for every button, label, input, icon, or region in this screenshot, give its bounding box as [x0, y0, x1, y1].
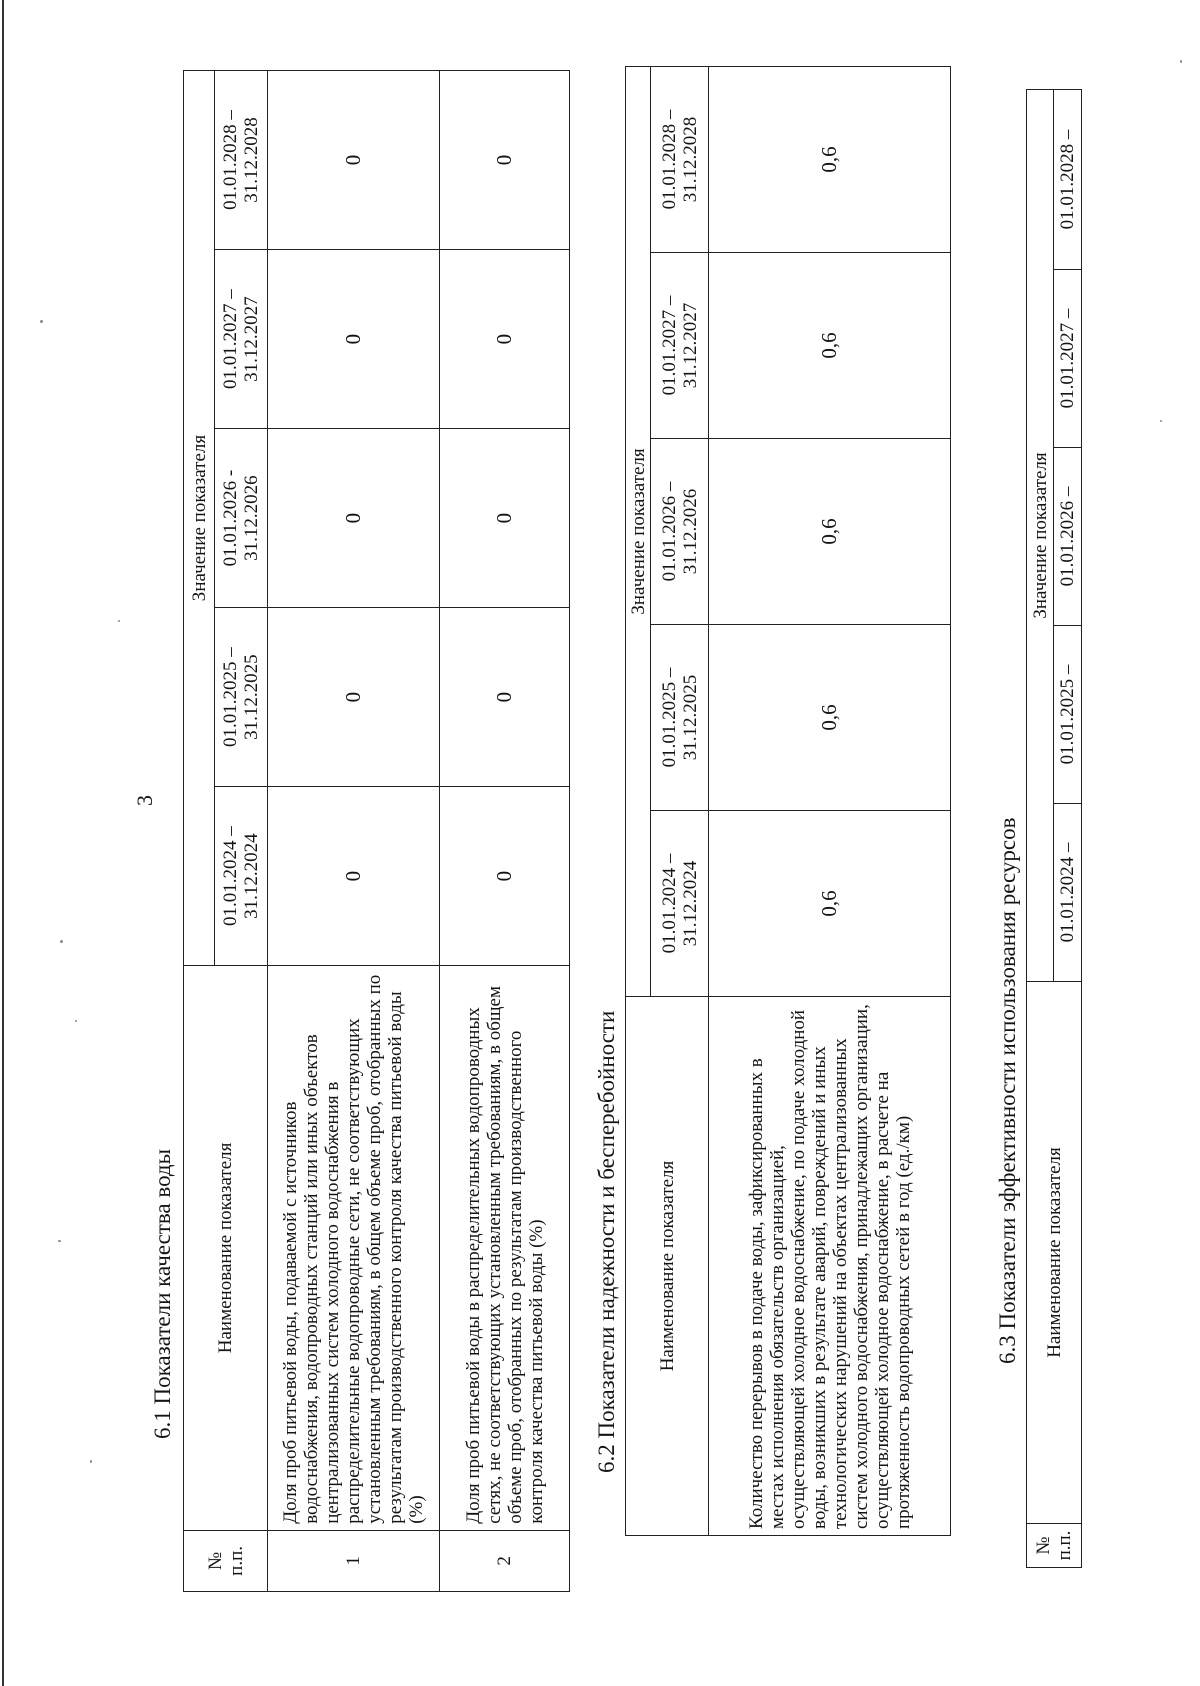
header-period: 01.01.2026 – 31.12.2026	[651, 439, 709, 625]
header-period: 01.01.2028 – 31.12.2028	[651, 66, 709, 252]
header-period: 01.01.2026 –	[1054, 448, 1082, 626]
row-number: 1	[268, 1530, 440, 1591]
row-value: 0,6	[709, 625, 951, 811]
water-quality-table	[183, 70, 570, 1592]
header-number: № п.п.	[184, 1530, 268, 1591]
row-value: 0	[440, 250, 570, 429]
header-period: 01.01.2025 – 31.12.2025	[215, 608, 268, 787]
header-value-group: Значение показателя	[184, 71, 215, 966]
header-period: 01.01.2027 – 31.12.2027	[651, 253, 709, 439]
header-period: 01.01.2024 –	[1054, 804, 1082, 982]
header-number: № п.п.	[1027, 1524, 1082, 1568]
page-number: 3	[132, 795, 157, 806]
row-value: 0	[440, 787, 570, 966]
row-value: 0	[268, 250, 440, 429]
row-value: 0	[268, 608, 440, 787]
row-value: 0,6	[709, 66, 951, 252]
header-name: Наименование показателя	[626, 997, 709, 1536]
row-value: 0	[268, 787, 440, 966]
resource-efficiency-table	[1026, 89, 1082, 1568]
header-period: 01.01.2024 – 31.12.2024	[651, 811, 709, 997]
header-period: 01.01.2026 - 31.12.2026	[215, 429, 268, 608]
section-title-6-2: 6.2 Показатели надежности и бесперебойности	[594, 1010, 619, 1473]
header-period: 01.01.2028 –	[1054, 89, 1082, 269]
header-period: 01.01.2025 – 31.12.2025	[651, 625, 709, 811]
header-period: 01.01.2028 – 31.12.2028	[215, 71, 268, 250]
row-value: 0,6	[709, 253, 951, 439]
section-title-6-3: 6.3 Показатели эффективности использования ресурсов	[995, 817, 1020, 1364]
row-name: Количество перерывов в подаче воды, зафиксированных в местах исполнения обязательств организацией, осуществляющей холодное водоснабжение, по подаче холодной воды, возникших в результате аварий, повреждений и иных технологических нарушений на объектах централизованных систем холодного водоснабжения, принадлежащих организации, осуществляющей холодное водоснабжение, в расчете на протяженность водопроводных сетей в год (ед./км)	[709, 997, 951, 1536]
row-number: 2	[440, 1530, 570, 1591]
header-name: Наименование показателя	[184, 966, 268, 1531]
row-value: 0	[440, 71, 570, 250]
reliability-table	[625, 66, 951, 1536]
row-name: Доля проб питьевой воды, подаваемой с источников водоснабжения, водопроводных станций или иных объектов централизованных систем холодного водоснабжения в распределительные водопроводные сети, не соответствующих установленным требованиям, в общем объеме проб, отобранных по результатам производственного контроля качества питьевой воды (%)	[268, 966, 440, 1531]
header-name: Наименование показателя	[1027, 982, 1082, 1524]
table-row	[268, 71, 440, 1592]
row-value: 0	[268, 71, 440, 250]
header-period: 01.01.2027 –	[1054, 270, 1082, 448]
header-period: 01.01.2024 – 31.12.2024	[215, 787, 268, 966]
row-name: Доля проб питьевой воды в распределительных водопроводных сетях, не соответствующих установленным требованиям, в общем объеме проб, отобранных по результатам производственного контроля качества питьевой воды (%)	[440, 966, 570, 1531]
header-period: 01.01.2025 –	[1054, 626, 1082, 804]
row-value: 0	[440, 608, 570, 787]
row-value: 0,6	[709, 439, 951, 625]
header-period: 01.01.2027 – 31.12.2027	[215, 250, 268, 429]
row-value: 0	[440, 429, 570, 608]
header-value-group: Значение показателя	[626, 66, 651, 996]
table-row	[709, 66, 951, 1535]
section-title-6-1: 6.1 Показатели качества воды	[150, 1148, 175, 1439]
header-value-group: Значение показателя	[1027, 89, 1054, 981]
table-row	[440, 71, 570, 1592]
row-value: 0	[268, 429, 440, 608]
row-value: 0,6	[709, 811, 951, 997]
